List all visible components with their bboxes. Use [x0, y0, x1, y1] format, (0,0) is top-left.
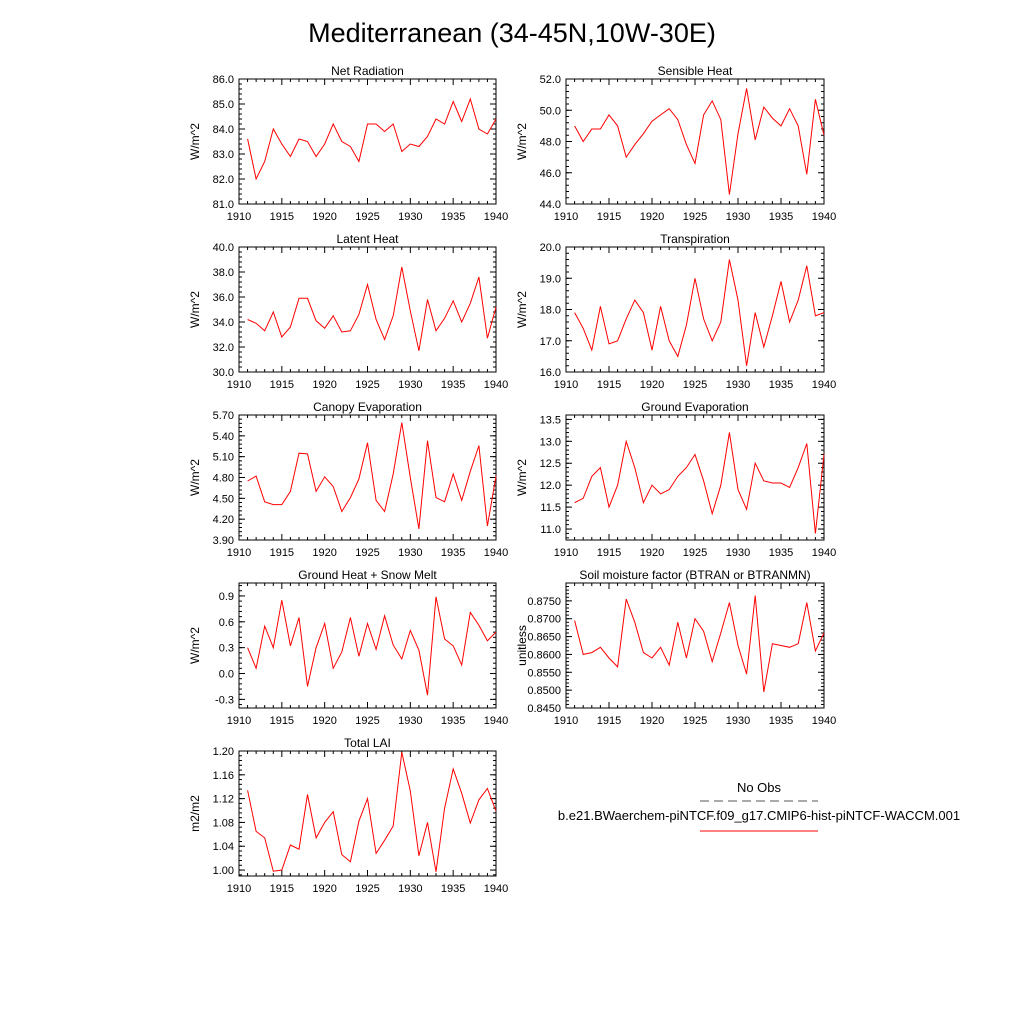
x-tick-label: 1920	[639, 211, 665, 223]
x-tick-label: 1935	[768, 211, 794, 223]
y-tick-label: 20.0	[539, 242, 561, 254]
y-tick-label: 44.0	[539, 199, 561, 211]
panel-title: Sensible Heat	[657, 64, 733, 78]
x-tick-label: 1935	[440, 379, 466, 391]
y-tick-label: 5.40	[212, 430, 234, 443]
series-line	[248, 752, 496, 872]
x-tick-label: 1910	[226, 211, 252, 223]
x-tick-label: 1940	[483, 547, 509, 559]
y-tick-label: 0.9	[218, 590, 234, 603]
y-axis-label: W/m^2	[188, 291, 202, 328]
x-tick-label: 1930	[398, 547, 423, 559]
panels	[188, 64, 836, 895]
x-tick-label: 1925	[355, 547, 380, 559]
y-tick-label: 4.80	[212, 472, 234, 485]
x-tick-label: 1920	[312, 379, 337, 391]
x-tick-label: 1920	[639, 547, 665, 559]
x-tick-label: 1915	[596, 715, 622, 727]
y-tick-label: 11.5	[540, 502, 561, 515]
y-tick-label: 48.0	[539, 136, 561, 149]
x-tick-label: 1925	[355, 715, 380, 727]
panel-6	[515, 400, 836, 559]
y-tick-label: 0.8650	[527, 631, 561, 644]
panel-title: Total LAI	[344, 736, 391, 750]
y-tick-label: 38.0	[212, 267, 234, 279]
y-tick-label: 0.8700	[527, 613, 561, 626]
y-tick-label: 0.3	[218, 642, 234, 655]
y-tick-label: -0.3	[215, 694, 234, 707]
panel-title: Soil moisture factor (BTRAN or BTRANMN)	[579, 568, 811, 582]
y-tick-label: 16.0	[539, 367, 561, 379]
panel-frame	[239, 583, 496, 708]
y-tick-label: 84.0	[212, 124, 234, 136]
x-tick-label: 1930	[398, 883, 423, 895]
y-tick-label: 0.8500	[527, 685, 561, 698]
series-line	[575, 433, 824, 534]
x-tick-label: 1920	[312, 211, 337, 223]
x-tick-label: 1910	[226, 547, 252, 559]
x-tick-label: 1935	[440, 883, 466, 895]
y-tick-label: 52.0	[539, 74, 561, 86]
y-tick-label: 50.0	[539, 105, 561, 118]
panel-4	[515, 232, 836, 391]
y-axis-label: W/m^2	[188, 123, 202, 160]
x-tick-label: 1940	[483, 715, 509, 727]
x-tick-label: 1930	[398, 379, 423, 391]
x-tick-label: 1910	[553, 715, 579, 727]
series-line	[575, 88, 824, 194]
y-tick-label: 19.0	[539, 273, 561, 286]
panel-title: Ground Heat + Snow Melt	[298, 568, 437, 582]
y-tick-label: 86.0	[212, 74, 234, 86]
x-tick-label: 1915	[269, 883, 295, 895]
y-tick-label: 1.00	[212, 865, 234, 878]
x-tick-label: 1935	[768, 547, 794, 559]
panel-title: Latent Heat	[336, 232, 399, 246]
panel-7	[188, 568, 508, 727]
y-tick-label: 1.16	[212, 769, 234, 782]
y-tick-label: 17.0	[539, 335, 561, 348]
x-tick-label: 1940	[811, 211, 837, 223]
y-axis-label: m2/m2	[188, 795, 202, 832]
y-tick-label: 46.0	[539, 167, 561, 180]
panel-frame	[239, 79, 496, 204]
x-tick-label: 1925	[682, 211, 708, 223]
x-tick-label: 1910	[553, 211, 579, 223]
y-axis-label: W/m^2	[188, 459, 202, 496]
y-tick-label: 13.5	[539, 414, 561, 427]
x-tick-label: 1910	[226, 379, 252, 391]
x-tick-label: 1930	[725, 379, 751, 391]
x-tick-label: 1915	[269, 379, 295, 391]
y-tick-label: 0.0	[218, 668, 234, 681]
y-tick-label: 40.0	[212, 242, 234, 254]
x-tick-label: 1925	[682, 547, 708, 559]
panel-title: Ground Evaporation	[641, 400, 749, 414]
y-tick-label: 3.90	[212, 535, 234, 547]
x-tick-label: 1935	[440, 211, 466, 223]
y-tick-label: 85.0	[212, 99, 234, 111]
x-tick-label: 1915	[596, 211, 622, 223]
series-line	[575, 260, 824, 366]
y-tick-label: 12.5	[539, 458, 561, 471]
y-tick-label: 0.8550	[527, 667, 561, 680]
panel-frame	[239, 247, 496, 372]
x-tick-label: 1940	[811, 379, 837, 391]
x-tick-label: 1925	[355, 211, 380, 223]
y-tick-label: 1.08	[212, 817, 234, 830]
x-tick-label: 1920	[639, 379, 665, 391]
y-tick-label: 0.8450	[527, 703, 561, 715]
x-tick-label: 1925	[682, 379, 708, 391]
panel-title: Net Radiation	[331, 64, 404, 78]
x-tick-label: 1930	[398, 715, 423, 727]
y-axis-label: W/m^2	[515, 459, 529, 496]
x-tick-label: 1940	[811, 715, 837, 727]
y-axis-label: W/m^2	[188, 627, 202, 664]
series-line	[248, 267, 496, 351]
legend-obs-label: No Obs	[736, 780, 782, 795]
panel-3	[188, 232, 508, 391]
x-tick-label: 1910	[553, 547, 579, 559]
x-tick-label: 1940	[811, 547, 837, 559]
x-tick-label: 1920	[312, 715, 337, 727]
x-tick-label: 1915	[596, 547, 622, 559]
y-tick-label: 18.0	[539, 304, 561, 317]
panel-8	[515, 568, 836, 727]
x-tick-label: 1940	[483, 211, 509, 223]
x-tick-label: 1915	[269, 211, 295, 223]
y-tick-label: 36.0	[212, 292, 234, 304]
x-tick-label: 1915	[269, 547, 295, 559]
x-tick-label: 1925	[682, 715, 708, 727]
x-tick-label: 1920	[312, 883, 337, 895]
panel-title: Transpiration	[660, 232, 730, 246]
x-tick-label: 1920	[639, 715, 665, 727]
y-tick-label: 1.04	[212, 841, 234, 854]
y-tick-label: 13.0	[539, 436, 561, 449]
y-tick-label: 0.8750	[527, 595, 561, 608]
y-tick-label: 0.6	[218, 616, 234, 629]
legend-model-label: b.e21.BWaerchem-piNTCF.f09_g17.CMIP6-hist-piNTCF-WACCM.001	[557, 808, 961, 823]
y-tick-label: 82.0	[212, 174, 234, 186]
y-tick-label: 32.0	[212, 342, 234, 354]
series-line	[575, 596, 824, 692]
y-tick-label: 83.0	[212, 149, 234, 161]
x-tick-label: 1930	[725, 715, 751, 727]
x-tick-label: 1925	[355, 379, 380, 391]
y-tick-label: 0.8600	[527, 649, 561, 662]
x-tick-label: 1940	[483, 883, 509, 895]
panel-frame	[239, 415, 496, 540]
panel-frame	[566, 247, 824, 372]
y-axis-label: W/m^2	[515, 291, 529, 328]
y-tick-label: 30.0	[212, 367, 234, 379]
y-axis-label: unitless	[515, 625, 529, 666]
panel-title: Canopy Evaporation	[313, 400, 422, 414]
x-tick-label: 1925	[355, 883, 380, 895]
series-line	[248, 99, 496, 179]
panel-frame	[566, 583, 824, 708]
y-tick-label: 4.20	[212, 514, 234, 527]
x-tick-label: 1920	[312, 547, 337, 559]
y-axis-label: W/m^2	[515, 123, 529, 160]
legend	[558, 780, 960, 831]
panel-5	[188, 400, 508, 559]
x-tick-label: 1930	[725, 211, 751, 223]
y-tick-label: 81.0	[212, 199, 234, 211]
panel-2	[515, 64, 836, 223]
figure-title: Mediterranean (34-45N,10W-30E)	[308, 18, 716, 48]
y-tick-label: 5.70	[212, 410, 234, 422]
panel-frame	[566, 415, 824, 540]
y-tick-label: 4.50	[212, 493, 234, 506]
y-tick-label: 34.0	[212, 317, 234, 329]
panel-frame	[566, 79, 824, 204]
panel-9	[188, 736, 508, 895]
y-tick-label: 1.12	[212, 793, 234, 806]
x-tick-label: 1930	[725, 547, 751, 559]
x-tick-label: 1915	[269, 715, 295, 727]
y-tick-label: 11.0	[540, 524, 561, 537]
panel-1	[188, 64, 508, 223]
x-tick-label: 1935	[768, 715, 794, 727]
x-tick-label: 1915	[596, 379, 622, 391]
x-tick-label: 1910	[226, 715, 252, 727]
series-line	[248, 423, 496, 529]
x-tick-label: 1940	[483, 379, 509, 391]
y-tick-label: 12.0	[539, 480, 561, 493]
x-tick-label: 1935	[440, 547, 466, 559]
y-tick-label: 1.20	[212, 746, 234, 758]
y-tick-label: 5.10	[212, 451, 234, 464]
panel-frame	[239, 751, 496, 876]
x-tick-label: 1910	[553, 379, 579, 391]
x-tick-label: 1930	[398, 211, 423, 223]
series-line	[248, 597, 496, 695]
x-tick-label: 1935	[768, 379, 794, 391]
x-tick-label: 1935	[440, 715, 466, 727]
x-tick-label: 1910	[226, 883, 252, 895]
